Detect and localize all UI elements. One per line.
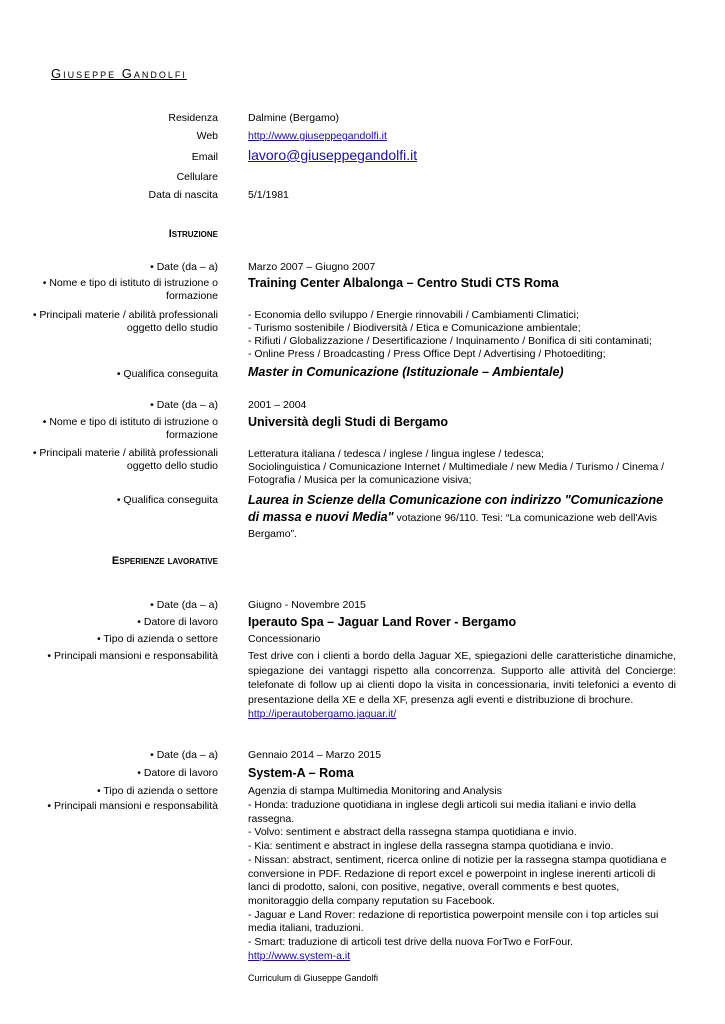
edu2-qualifica-extra: votazione 96/110. Tesi: “La comunicazione web dell'Avis Bergamo”. — [248, 512, 658, 540]
job2-datore-label: • Datore di lavoro — [137, 767, 218, 779]
edu1-materie-label: • Principali materie / abilità professionali oggetto dello studio — [32, 309, 218, 334]
section-esperienze: Esperienze lavorative — [111, 555, 218, 567]
job1-mansioni — [248, 649, 676, 722]
edu2-materie — [248, 448, 676, 487]
job2-mansioni-label: • Principali mansioni e responsabilità — [47, 800, 218, 812]
job1-link[interactable]: http://iperautobergamo.jaguar.it/ — [248, 708, 397, 721]
materie-line: - Rifiuti / Globalizzazione / Desertificazione / Inquinamento / Bonifica di siti contaminati; — [248, 335, 652, 347]
job2-date: Gennaio 2014 – Marzo 2015 — [248, 749, 382, 761]
job1-datore-label: • Datore di lavoro — [137, 616, 218, 628]
job1-tipo-label: • Tipo di azienda o settore — [96, 633, 218, 645]
edu2-nome-label: • Nome e tipo di istituto di istruzione o formazione — [42, 416, 218, 441]
job2-tipo-label: • Tipo di azienda o settore — [96, 785, 218, 797]
job1-datore: Iperauto Spa – Jaguar Land Rover - Bergamo — [248, 615, 517, 629]
edu2-date: 2001 – 2004 — [248, 399, 307, 411]
residenza-value: Dalmine (Bergamo) — [248, 112, 340, 124]
email-link[interactable]: lavoro@giuseppegandolfi.it — [248, 147, 418, 163]
edu1-materie — [248, 309, 676, 361]
section-istruzione: Istruzione — [168, 228, 218, 240]
edu2-qualifica: Laurea in Scienze della Comunicazione con indirizzo "Comunicazione di massa e nuovi Media" — [248, 493, 664, 524]
materie-line: - Turismo sostenibile / Biodiversità / Etica e Comunicazione ambientale; — [248, 322, 581, 334]
mansioni-line: - Jaguar e Land Rover: redazione di reportistica powerpoint mensile con i top articles sui media italiani, traduzioni. — [248, 908, 659, 935]
mansioni-line: - Nissan: abstract, sentiment, ricerca online di notizie per la rassegna stampa quotidiana e conversione in PDF. Redazione di report excel e powerpoint in inglese inerenti articoli di lanci di prodotto, saloni, con positive, negative, overall comments e best quotes, monitoraggio della company reputation su Facebook. — [248, 853, 667, 907]
edu2-qualifica-label: • Qualifica conseguita — [116, 494, 218, 506]
edu1-nome-label: • Nome e tipo di istituto di istruzione o formazione — [42, 277, 218, 302]
edu2-nome: Università degli Studi di Bergamo — [248, 415, 449, 429]
job1-date: Giugno - Novembre 2015 — [248, 599, 366, 611]
materie-line: - Economia dello sviluppo / Energie rinnovabili / Cambiamenti Climatici; — [248, 309, 579, 321]
cv-name: Giuseppe Gandolfi — [51, 66, 187, 81]
job2-link[interactable]: http://www.system-a.it — [248, 949, 351, 962]
edu1-nome: Training Center Albalonga – Centro Studi CTS Roma — [248, 276, 559, 290]
job2-datore: System-A – Roma — [248, 766, 354, 780]
job1-date-label: • Date (da – a) — [150, 599, 218, 611]
page-footer: Curriculum di Giuseppe Gandolfi — [248, 973, 379, 983]
web-label: Web — [196, 130, 218, 142]
mansioni-line: - Kia: sentiment e abstract in inglese della rassegna stampa quotidiana e invio. — [248, 840, 614, 853]
web-link[interactable]: http://www.giuseppegandolfi.it — [248, 130, 387, 142]
materie-line: Letteratura italiana / tedesca / inglese / lingua inglese / tedesca; — [248, 448, 544, 460]
materie-line: - Online Press / Broadcasting / Press Office Dept / Advertising / Photoediting; — [248, 348, 606, 360]
edu1-date: Marzo 2007 – Giugno 2007 — [248, 261, 376, 273]
mansioni-line: - Smart: traduzione di articoli test drive della nuova ForTwo e ForFour. — [248, 936, 574, 949]
cellulare-label: Cellulare — [176, 171, 218, 183]
edu1-qualifica: Master in Comunicazione (Istituzionale – Ambientale) — [248, 365, 564, 379]
job1-tipo: Concessionario — [248, 633, 321, 645]
residenza-label: Residenza — [168, 112, 218, 124]
nascita-value: 5/1/1981 — [248, 189, 289, 201]
mansioni-line: - Honda: traduzione quotidiana in inglese degli articoli sui media italiani e invio della rassegna. — [248, 799, 637, 825]
job2-date-label: • Date (da – a) — [150, 749, 218, 761]
job2-tipo: Agenzia di stampa Multimedia Monitoring and Analysis — [248, 785, 502, 797]
edu1-qualifica-label: • Qualifica conseguita — [116, 368, 218, 380]
edu2-qualifica-block — [248, 492, 676, 542]
edu1-date-label: • Date (da – a) — [150, 261, 218, 273]
edu2-materie-label: • Principali materie / abilità professionali oggetto dello studio — [32, 447, 218, 472]
job2-mansioni — [248, 799, 676, 963]
mansioni-line: - Volvo: sentiment e abstract della rassegna stampa quotidiana e invio. — [248, 826, 577, 839]
materie-line: Sociolinguistica / Comunicazione Internet / Multimediale / new Media / Turismo / Cinema / — [248, 461, 665, 473]
email-label: Email — [191, 151, 218, 163]
job1-mansioni-label: • Principali mansioni e responsabilità — [47, 650, 218, 662]
job1-mansioni-text: Test drive con i clienti a bordo della Jaguar XE, spiegazioni delle caratteristiche dinamiche, spiegazione dei vantaggi rispetto alla concorrenza. Supporto alle attività del Concierge: telefonate di follow up ai clienti dopo la visita in concessionaria, inviti telefonici a evento di presentazione della XE e della XF, presenza agli eventi e distribuzione di brochure. — [248, 650, 676, 706]
nascita-label: Data di nascita — [148, 189, 218, 201]
materie-line: Fotografia / Musica per la comunicazione visiva; — [248, 474, 472, 486]
edu2-date-label: • Date (da – a) — [150, 399, 218, 411]
